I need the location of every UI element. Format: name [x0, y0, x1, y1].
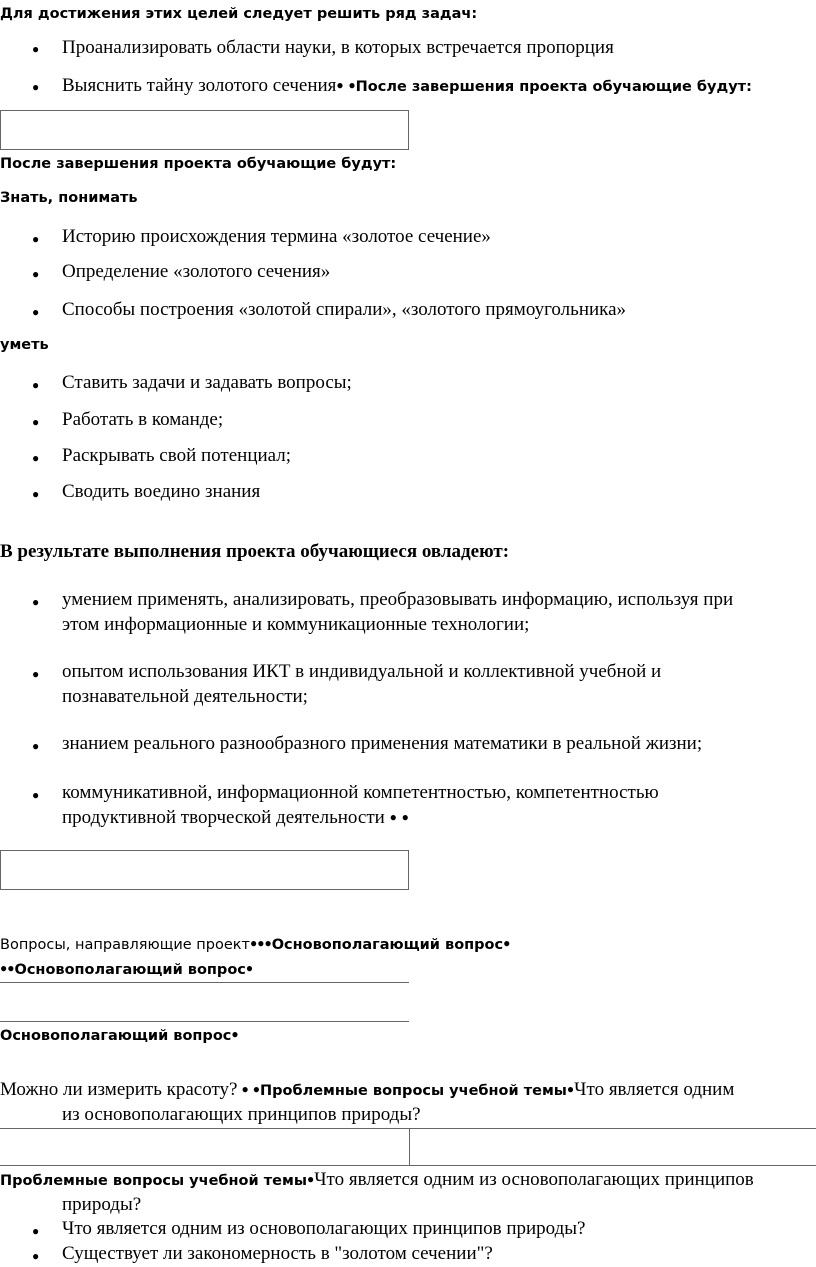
bullet-icon: ● [231, 1027, 239, 1041]
problem-label: Проблемные вопросы учебной темы [0, 1173, 307, 1189]
bullet-icon: ●● [0, 961, 15, 975]
know-item: Историю происхождения термина «золотое сечение» [62, 226, 491, 247]
bullet-icon: ● [306, 1172, 315, 1186]
outcomes-heading: После завершения проекта обучающие будут: [0, 156, 397, 172]
guiding-label: Вопросы, направляющие проект [0, 937, 250, 953]
fundamental-label: Основополагающий вопрос [271, 937, 504, 953]
results-heading: В результате выполнения проекта обучающиеся овладеют: [0, 541, 510, 562]
result-item-line2 [62, 807, 409, 829]
bullet-icon: ● [32, 595, 40, 609]
bullet-icon: ● [503, 936, 511, 950]
result-item-line2: этом информационные и коммуникационные технологии; [62, 614, 530, 635]
bullet-icon: ● [245, 961, 254, 975]
guiding-line [0, 936, 510, 954]
able-item: Работать в команде; [62, 409, 224, 430]
bullet-icon: ● [32, 232, 40, 246]
able-item: Раскрывать свой потенциал; [62, 445, 292, 466]
bullet-icon: ● [32, 378, 40, 392]
task-trailing-text: После завершения проекта обучающие будут: [355, 79, 752, 95]
bullet-icon: ● [32, 788, 40, 802]
bullet-icon: ● [32, 667, 40, 681]
know-heading: Знать, понимать [0, 190, 138, 206]
bullet-icon: ● [32, 415, 40, 429]
question-line [0, 1079, 734, 1101]
divider [0, 982, 409, 983]
bullet-icon: ● [389, 810, 397, 824]
bullet-icon: ● [32, 451, 40, 465]
result-item-line1: коммуникативной, информационной компетентностью, компетентностью [62, 782, 659, 803]
able-item: Ставить задачи и задавать вопросы; [62, 372, 352, 393]
problem-line [0, 1169, 754, 1191]
bullet-icon: ● [32, 42, 40, 56]
problem-question: Что является одним [574, 1079, 735, 1100]
bullet-icon: ● [32, 305, 40, 319]
table-border [0, 1128, 816, 1129]
empty-frame [0, 850, 409, 890]
fundamental-line [0, 1027, 239, 1045]
problem-question: Что является одним из основополагающих принципов [314, 1169, 754, 1190]
task-item-text: Выяснить тайну золотого сечения [62, 75, 337, 96]
bullet-icon: ● [32, 739, 40, 753]
table-divider [409, 1128, 410, 1165]
result-item-line1: умением применять, анализировать, преобразовывать информацию, используя при [62, 589, 734, 610]
bullet-icon: ● [32, 1249, 40, 1263]
bullet-icon: ● [348, 78, 356, 92]
task-item: Проанализировать области науки, в которых встречается пропорция [62, 37, 614, 58]
problem-item: Что является одним из основополагающих принципов природы? [62, 1218, 586, 1239]
task-item [62, 75, 752, 97]
intro-heading: Для достижения этих целей следует решить ряд задач: [0, 6, 478, 22]
bullet-icon: ● [566, 1082, 575, 1096]
bullet-icon: ● [32, 80, 40, 94]
problem-label: Проблемные вопросы учебной темы [259, 1083, 567, 1099]
fundamental-label: Основополагающий вопрос [0, 1028, 232, 1044]
bullet-icon: ● [252, 1082, 260, 1096]
fundamental-label: Основополагающий вопрос [14, 962, 246, 978]
divider [0, 1021, 409, 1022]
fundamental-question: Можно ли измерить красоту? [0, 1079, 238, 1100]
result-item-line1: знанием реального разнообразного применения математики в реальной жизни; [62, 733, 703, 754]
able-heading: уметь [0, 337, 49, 353]
bullet-icon: ● [241, 1082, 249, 1096]
table-border [0, 1165, 816, 1166]
result-item-line2: познавательной деятельности; [62, 686, 308, 707]
know-item: Способы построения «золотой спирали», «золотого прямоугольника» [62, 299, 627, 320]
problem-item: Существует ли закономерность в "золотом сечении"? [62, 1243, 493, 1264]
bullet-icon: ●●● [249, 936, 272, 950]
bullet-icon: ● [336, 78, 344, 92]
able-item: Сводить воедино знания [62, 481, 261, 502]
problem-question-continued: из основополагающих принципов природы? [62, 1104, 421, 1125]
bullet-icon: ● [32, 1224, 40, 1238]
bullet-icon: ● [401, 810, 409, 824]
bullet-icon: ● [32, 267, 40, 281]
result-item-line1: опытом использования ИКТ в индивидуальной и коллективной учебной и [62, 661, 662, 682]
result-item-text: продуктивной творческой деятельности [62, 807, 385, 828]
empty-frame [0, 110, 409, 150]
fundamental-line [0, 961, 253, 979]
know-item: Определение «золотого сечения» [62, 261, 331, 282]
bullet-icon: ● [32, 487, 40, 501]
problem-question-continued: природы? [62, 1194, 142, 1215]
